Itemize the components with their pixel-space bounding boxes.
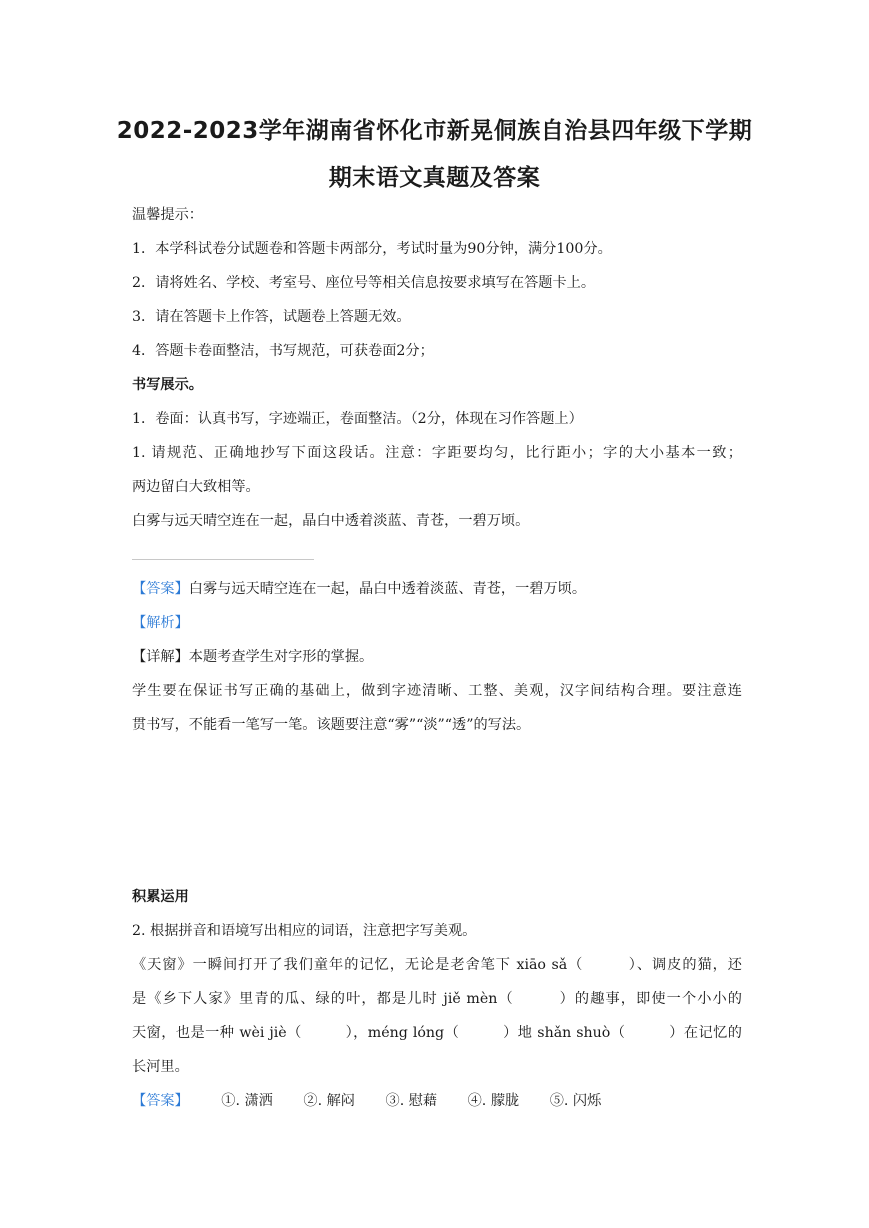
section-heading-accumulation: 积累运用: [132, 889, 189, 905]
notice-item-3: 3．请在答题卡上作答，试题卷上答题无效。: [132, 309, 411, 325]
notice-heading: 温馨提示：: [132, 207, 203, 223]
separator-rule: [132, 559, 314, 560]
answer-row-1: [132, 578, 742, 598]
question-2-text-line-1: 《天窗》一瞬间打开了我们童年的记忆，无论是老舍笔下 xiāo sǎ（ ）、调皮的猫，还: [132, 957, 742, 973]
question-2: 2. 根据拼音和语境写出相应的词语，注意把字写美观。: [132, 923, 477, 939]
question-1-line-2: 两边留白大致相等。: [132, 479, 260, 495]
document-title-line-1: 2022-2023学年湖南省怀化市新晃侗族自治县四年级下学期: [116, 118, 753, 144]
explain-line-2: 贯书写，不能看一笔写一笔。该题要注意“雾”“淡”“透”的写法。: [132, 717, 531, 733]
section-heading-writing: 书写展示。: [132, 377, 203, 393]
answer-text: 白雾与远天晴空连在一起，晶白中透着淡蓝、青苍，一碧万顷。: [188, 581, 587, 597]
writing-item-1: 1．卷面：认真书写，字迹端正，卷面整洁。（2分，体现在习作答题上）: [132, 411, 583, 427]
document-title-line-2: 期末语文真题及答案: [328, 165, 541, 191]
question-2-text-line-4: 长河里。: [132, 1059, 189, 1075]
answer-item-3: ③. 慰藉: [385, 1093, 438, 1109]
answer-item-1: ①. 潇洒: [221, 1093, 273, 1109]
question-1-line-1: 1. 请规范、正确地抄写下面这段话。注意：字距要均匀，比行距小；字的大小基本一致；: [132, 445, 742, 461]
question-2-text-line-2: 是《乡下人家》里青的瓜、绿的叶，都是儿时 jiě mèn（ ）的趣事，即使一个小小的: [132, 991, 742, 1007]
explain-line-1: 学生要在保证书写正确的基础上，做到字迹清晰、工整、美观，汉字间结构合理。要注意连: [132, 683, 742, 699]
analysis-row: [132, 612, 742, 632]
answer-item-4: ④. 朦胧: [467, 1093, 520, 1109]
analysis-tag: 【解析】: [132, 615, 189, 631]
notice-item-4: 4．答题卡卷面整洁，书写规范，可获卷面2分；: [132, 343, 434, 359]
notice-item-1: 1．本学科试卷分试题卷和答题卡两部分，考试时量为90分钟，满分100分。: [132, 241, 612, 257]
answer-item-2: ②. 解闷: [303, 1093, 355, 1109]
answer-tag: 【答案】: [132, 581, 189, 597]
answer-tag: 【答案】: [132, 1093, 189, 1109]
notice-item-2: 2．请将姓名、学校、考室号、座位号等相关信息按要求填写在答题卡上。: [132, 275, 596, 291]
question-2-text-line-3: 天窗，也是一种 wèi jiè（ ），méng lóng（ ）地 shǎn shuò（ ）在记忆的: [132, 1025, 742, 1041]
copy-passage: 白雾与远天晴空连在一起，晶白中透着淡蓝、青苍，一碧万顷。: [132, 513, 530, 529]
detail-tag: 【详解】: [132, 649, 189, 665]
detail-text: 本题考查学生对字形的掌握。: [188, 649, 374, 665]
answer-item-5: ⑤. 闪烁: [549, 1093, 602, 1109]
detail-row: [132, 646, 742, 666]
answer-row-2: [132, 1090, 742, 1110]
